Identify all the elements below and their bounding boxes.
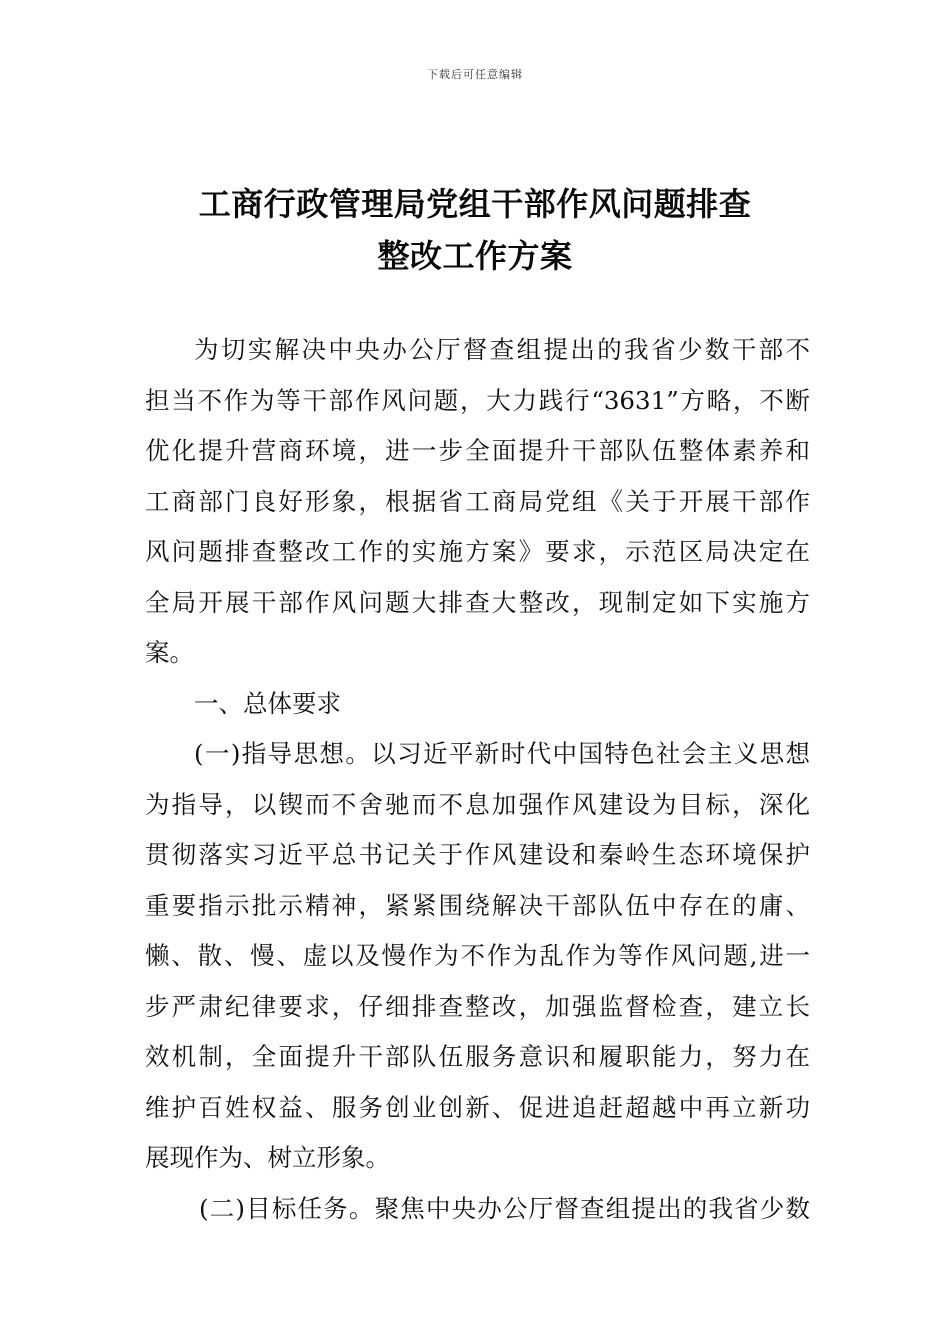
paragraph-line: 维护百姓权益、服务创业创新、促进追赶超越中再立新功 [145,1092,810,1122]
title-line-1: 工商行政管理局党组干部作风问题排查 [198,185,752,223]
paragraph-line: 优化提升营商环境，进一步全面提升干部队伍整体素养和 [145,436,810,465]
document-body [145,325,810,1234]
paragraph-line: 贯彻落实习近平总书记关于作风建设和秦岭生态环境保护 [145,840,810,869]
paragraph-line: 展现作为、树立形象。 [145,1143,390,1172]
paragraph-line: 全局开展干部作风问题大排查大整改，现制定如下实施方 [145,587,810,617]
guiding-thought-paragraph [145,729,810,1184]
paragraph-line: 工商部门良好形象，根据省工商局党组《关于开展干部作 [145,486,810,516]
title-line-2: 整改工作方案 [377,237,573,275]
paragraph-line: 效机制，全面提升干部队伍服务意识和履职能力，努力在 [145,1042,810,1071]
paragraph-line: (一)指导思想。以习近平新时代中国特色社会主义思想 [194,739,810,768]
paragraph-line: 重要指示批示精神，紧紧围绕解决干部队伍中存在的庸、 [145,890,810,920]
paragraph-line: 懒、散、慢、虚以及慢作为不作为乱作为等作风问题,进一 [145,941,810,970]
intro-paragraph [145,325,810,679]
document-title [0,178,950,282]
paragraph-line: 为切实解决中央办公厅督查组提出的我省少数干部不 [194,335,810,364]
paragraph-line: (二)目标任务。聚焦中央办公厅督查组提出的我省少数 [199,1193,810,1223]
paragraph-line: 步严肃纪律要求，仔细排查整改，加强监督检查，建立长 [145,991,810,1021]
paragraph-line: 为指导，以锲而不舍驰而不息加强作风建设为目标，深化 [145,789,810,819]
section-heading: 一、总体要求 [194,688,341,718]
paragraph-line: 担当不作为等干部作风问题，大力践行“3631”方略，不断 [145,385,810,415]
goal-task-paragraph [145,1184,810,1235]
header-note: 下载后可任意编辑 [427,68,523,81]
paragraph-line: 案。 [145,638,194,667]
paragraph-line: 风问题排查整改工作的实施方案》要求，示范区局决定在 [145,537,810,566]
